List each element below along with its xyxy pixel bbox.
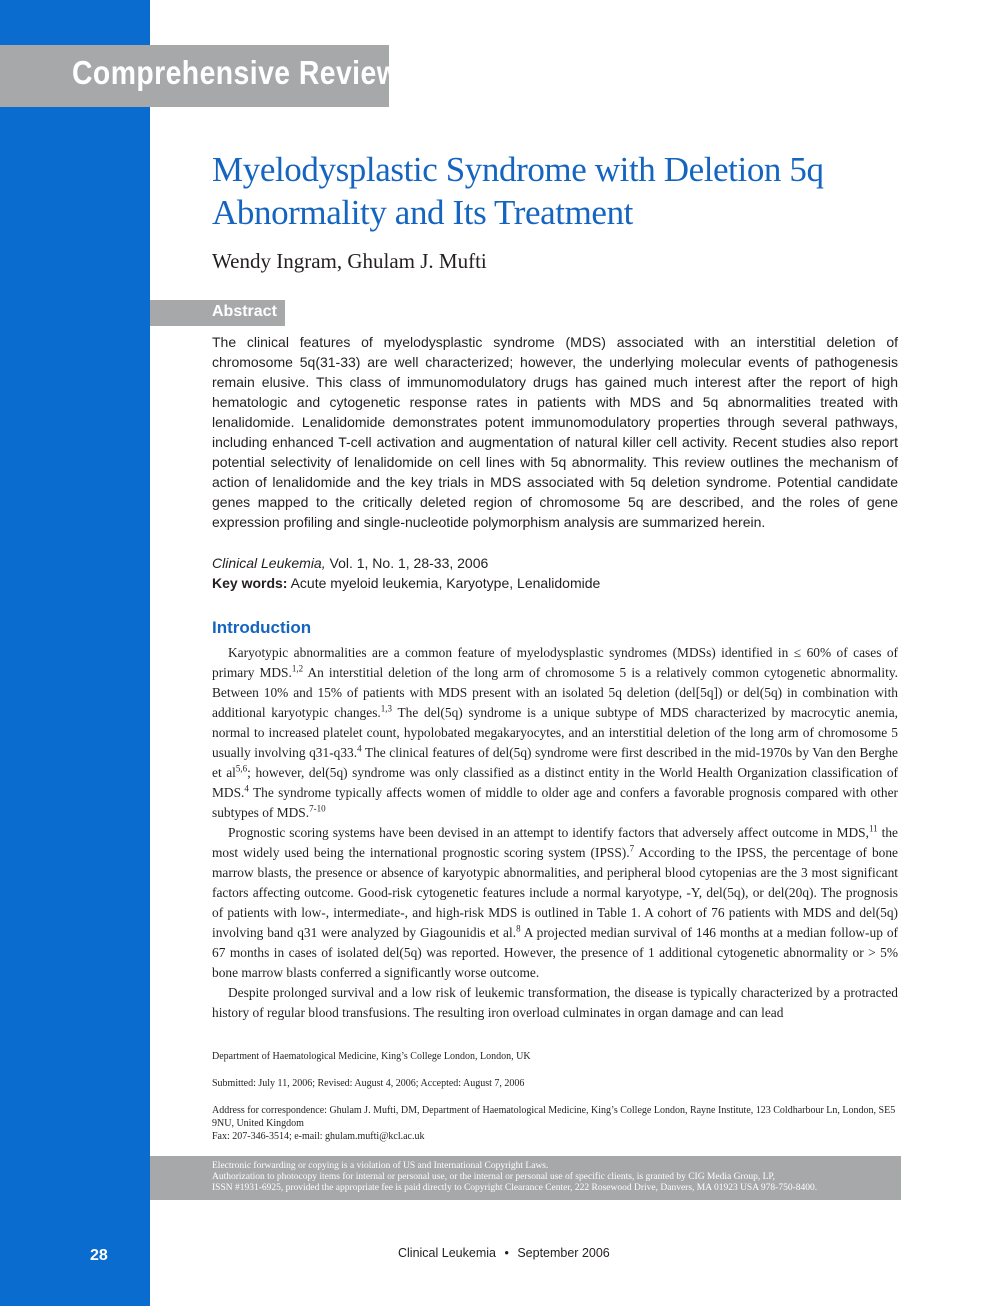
footer-separator: • — [504, 1246, 509, 1260]
text-run: Prognostic scoring systems have been devised in an attempt to identify factors that adversely affect outcome in MDS, — [228, 825, 869, 840]
citation-ref: 7 — [629, 843, 635, 854]
text-run: According to the IPSS, the percentage of bone marrow blasts, the presence or absence of karyotypic abnormalities, and peripheral blood cytopenias are the 3 most significant factors affecting outcome. Good-risk cytogenetic features include a normal karyotype, -Y, del(5q), or del(20q). The prognosis of patients with low-, intermediate-, and high-risk MDS is outlined in Table 1. A cohort of 76 patients with MDS and del(5q) involving band q31 were analyzed by Giagounidis et al. — [212, 845, 898, 940]
abstract-label: Abstract — [212, 303, 277, 320]
page-number: 28 — [90, 1247, 108, 1264]
article-authors: Wendy Ingram, Ghulam J. Mufti — [212, 249, 487, 273]
text-run: the most widely used being the international prognostic scoring system (IPSS). — [212, 825, 898, 860]
blue-sidebar — [0, 0, 150, 1306]
text-run: The del(5q) syndrome is a unique subtype of MDS characterized by macrocytic anemia, normal to increased platelet count, hypolobated megakaryocytes, and an interstitial deletion of the long arm of chromosome 5 usually involving q31-q33. — [212, 705, 899, 760]
intro-paragraph-1 — [212, 643, 898, 823]
keywords-label: Key words: — [212, 575, 288, 591]
citation-ref: 7-10 — [309, 803, 326, 814]
keywords: Acute myeloid leukemia, Karyotype, Lenalidomide — [290, 575, 601, 591]
citation-ref: 4 — [357, 743, 362, 754]
footer-journal: Clinical Leukemia — [398, 1246, 496, 1260]
text-run: ; however, del(5q) syndrome was only classified as a distinct entity in the World Health Organization classification of MDS. — [212, 765, 898, 800]
citation-details: Vol. 1, No. 1, 28-33, 2006 — [329, 555, 489, 571]
citation-journal: Clinical Leukemia, — [212, 555, 326, 571]
introduction-body — [212, 643, 898, 1023]
text-run: The clinical features of del(5q) syndrome were first described in the mid-1970s by Van den Berghe et al — [212, 745, 898, 780]
copyright-line1: Electronic forwarding or copying is a violation of US and International Copyright Laws. — [212, 1161, 549, 1171]
section-label: Comprehensive Review — [72, 54, 400, 91]
article-title-line2: Abnormality and Its Treatment — [212, 193, 633, 232]
article-title-line1: Myelodysplastic Syndrome with Deletion 5q — [212, 150, 824, 189]
department-affiliation: Department of Haematological Medicine, King’s College London, London, UK — [212, 1051, 531, 1062]
correspondence-text: Address for correspondence: Ghulam J. Mufti, DM, Department of Haematological Medicine, King’s College London, Rayne Institute, 123 Coldharbour Ln, London, SE5 9NU, United Kingdom — [212, 1105, 896, 1129]
footer-issue: September 2006 — [517, 1246, 610, 1260]
correspondence-address — [212, 1104, 898, 1143]
text-run: A projected median survival of 146 months at a median follow-up of 67 months in cases of isolated del(5q) was reported. However, the presence of 1 additional cytogenetic abnormality or > 5% bone marrow blasts conferred a significantly worse outcome. — [212, 925, 898, 980]
article-title — [212, 148, 912, 234]
copyright-line3: ISSN #1931-6925, provided the appropriate fee is paid directly to Copyright Clearance Center, 222 Rosewood Drive, Danvers, MA 01923 USA 978-750-8400. — [212, 1183, 818, 1193]
citation-ref: 11 — [868, 823, 878, 834]
citation-block — [212, 553, 898, 593]
citation-ref: 1,3 — [380, 703, 393, 714]
text-run: The syndrome typically affects women of middle to older age and confers a favorable prognosis compared with other subtypes of MDS. — [212, 785, 898, 820]
text-run: Karyotypic abnormalities are a common feature of myelodysplastic syndromes (MDSs) identified in ≤ 60% of cases of primary MDS. — [212, 645, 898, 680]
text-run: An interstitial deletion of the long arm of chromosome 5 is a relatively common cytogenetic abnormality. Between 10% and 15% of patients with MDS present with an isolated 5q deletion (del[5q]) or del(5q) in combination with additional karyotypic changes. — [212, 665, 898, 720]
intro-paragraph-2 — [212, 823, 898, 983]
copyright-line2: Authorization to photocopy items for internal or personal use, or the internal or personal use of specific clients, is granted by CIG Media Group, LP, — [212, 1172, 776, 1182]
introduction-heading: Introduction — [212, 618, 312, 637]
abstract-text: The clinical features of myelodysplastic syndrome (MDS) associated with an interstitial deletion of chromosome 5q(31-33) are well characterized; however, the underlying molecular events of pathogenesis remain elusive. This class of immunomodulatory drugs has gained much interest after the report of high hematologic and cytogenetic response rates in patients with MDS and 5q abnormalities treated with lenalidomide. Lenalidomide demonstrates potent immunomodulatory properties through several pathways, including enhanced T-cell activation and augmentation of natural killer cell activity. Recent studies also report potential selectivity of lenalidomide on cell lines with 5q abnormality. This review outlines the mechanism of action of lenalidomide and the key trials in MDS associated with 5q deletion syndrome. Potential candidate genes mapped to the critically deleted region of chromosome 5q are described, and the roles of gene expression profiling and single-nucleotide polymorphism analysis are summarized herein. — [212, 334, 898, 530]
citation-line — [212, 553, 898, 573]
copyright-notice — [212, 1161, 898, 1194]
submission-dates: Submitted: July 11, 2006; Revised: August 4, 2006; Accepted: August 7, 2006 — [212, 1078, 525, 1089]
citation-ref: 5,6 — [235, 763, 248, 774]
citation-ref: 8 — [516, 923, 521, 934]
contact-info: Fax: 207-346-3514; e-mail: ghulam.mufti@kcl.ac.uk — [212, 1131, 425, 1142]
citation-ref: 4 — [244, 783, 249, 794]
keywords-line — [212, 573, 898, 593]
citation-ref: 1,2 — [291, 663, 304, 674]
intro-paragraph-3: Despite prolonged survival and a low risk of leukemic transformation, the disease is typically characterized by a protracted history of regular blood transfusions. The resulting iron overload culminates in organ damage and can lead — [212, 985, 898, 1020]
running-footer — [398, 1246, 610, 1260]
